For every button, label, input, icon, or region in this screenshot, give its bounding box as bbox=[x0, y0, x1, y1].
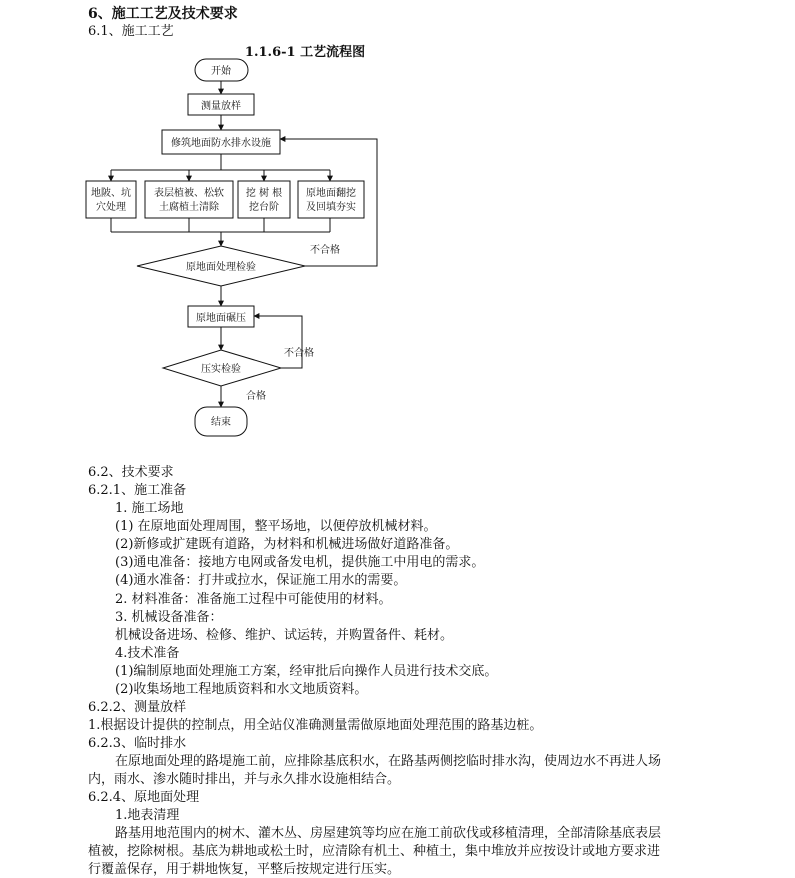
item-tech-prep: 4.技术准备 bbox=[115, 646, 180, 661]
branch-label-vegetation-2: 土腐植土清除 bbox=[159, 202, 219, 213]
section-title: 6、施工工艺及技术要求 bbox=[88, 6, 238, 22]
clearing-para-1: 路基用地范围内的树木、灌木丛、房屋建筑等均应在施工前砍伐或移植清理，全部清除基底表层 bbox=[115, 826, 662, 841]
subsection-title: 6.1、施工工艺 bbox=[88, 24, 174, 39]
pass-label: 合格 bbox=[246, 391, 266, 402]
item-tech-prep-1: (1)编制原地面处理施工方案，经审批后向操作人员进行技术交底。 bbox=[115, 664, 498, 679]
heading-survey: 6.2.2、测量放样 bbox=[88, 700, 187, 715]
clearing-para-3: 行覆盖保存，用于耕地恢复，平整后按规定进行压实。 bbox=[88, 862, 401, 877]
heading-temp-drainage: 6.2.3、临时排水 bbox=[88, 736, 187, 751]
item-site: 1. 施工场地 bbox=[115, 501, 184, 516]
branch-label-backfill-1: 原地面翻挖 bbox=[306, 188, 356, 199]
item-equipment-detail: 机械设备进场、检修、维护、试运转，并购置备件、耗材。 bbox=[115, 628, 454, 643]
item-equipment: 3. 机械设备准备： bbox=[115, 610, 223, 625]
item-site-3: (3)通电准备：接地方电网或备发电机，提供施工中用电的需求。 bbox=[115, 555, 485, 570]
fail-label-1: 不合格 bbox=[310, 245, 340, 256]
heading-construction-prep: 6.2.1、施工准备 bbox=[88, 483, 187, 498]
end-label: 结束 bbox=[211, 417, 231, 428]
inspect1-label: 原地面处理检验 bbox=[186, 262, 256, 273]
temp-drainage-para-2: 内，雨水、渗水随时排出，并与永久排水设施相结合。 bbox=[88, 772, 401, 787]
branch-label-roots-2: 挖台阶 bbox=[249, 202, 279, 213]
item-surface-clearing: 1.地表清理 bbox=[115, 808, 180, 823]
heading-ground-treatment: 6.2.4、原地面处理 bbox=[88, 790, 200, 805]
branch-label-roots-1: 挖 树 根 bbox=[245, 188, 283, 199]
item-site-1: (1) 在原地面处理周围，整平场地，以便停放机械材料。 bbox=[115, 519, 437, 534]
inspect2-label: 压实检验 bbox=[201, 364, 241, 375]
flowchart-title: 1.1.6-1 工艺流程图 bbox=[244, 45, 366, 60]
branch-label-vegetation-1: 表层植被、松软 bbox=[154, 188, 224, 199]
branch-label-pits-1: 地陂、坑 bbox=[91, 188, 131, 199]
item-materials: 2. 材料准备：准备施工过程中可能使用的材料。 bbox=[115, 592, 392, 607]
drainage-label: 修筑地面防水排水设施 bbox=[171, 138, 271, 149]
branch-label-pits-2: 穴处理 bbox=[96, 202, 126, 213]
branch-label-backfill-2: 及回填夯实 bbox=[306, 202, 356, 213]
item-tech-prep-2: (2)收集场地工程地质资料和水文地质资料。 bbox=[115, 682, 368, 697]
survey-label: 测量放样 bbox=[201, 101, 241, 112]
heading-tech-requirements: 6.2、技术要求 bbox=[88, 465, 174, 480]
start-label: 开始 bbox=[211, 66, 231, 77]
survey-detail: 1.根据设计提供的控制点，用全站仪准确测量需做原地面处理范围的路基边桩。 bbox=[88, 718, 543, 733]
compact-label: 原地面碾压 bbox=[196, 313, 246, 324]
clearing-para-2: 植被，挖除树根。基底为耕地或松土时，应清除有机土、种植土，集中堆放并应按设计或地方要求进 bbox=[88, 844, 661, 859]
item-site-2: (2)新修或扩建既有道路，为材料和机械进场做好道路准备。 bbox=[115, 537, 459, 552]
fail-label-2: 不合格 bbox=[284, 348, 314, 359]
temp-drainage-para-1: 在原地面处理的路堤施工前，应排除基底积水，在路基两侧挖临时排水沟，使周边水不再进人场 bbox=[115, 754, 662, 769]
item-site-4: (4)通水准备：打井或拉水，保证施工用水的需要。 bbox=[115, 573, 407, 588]
